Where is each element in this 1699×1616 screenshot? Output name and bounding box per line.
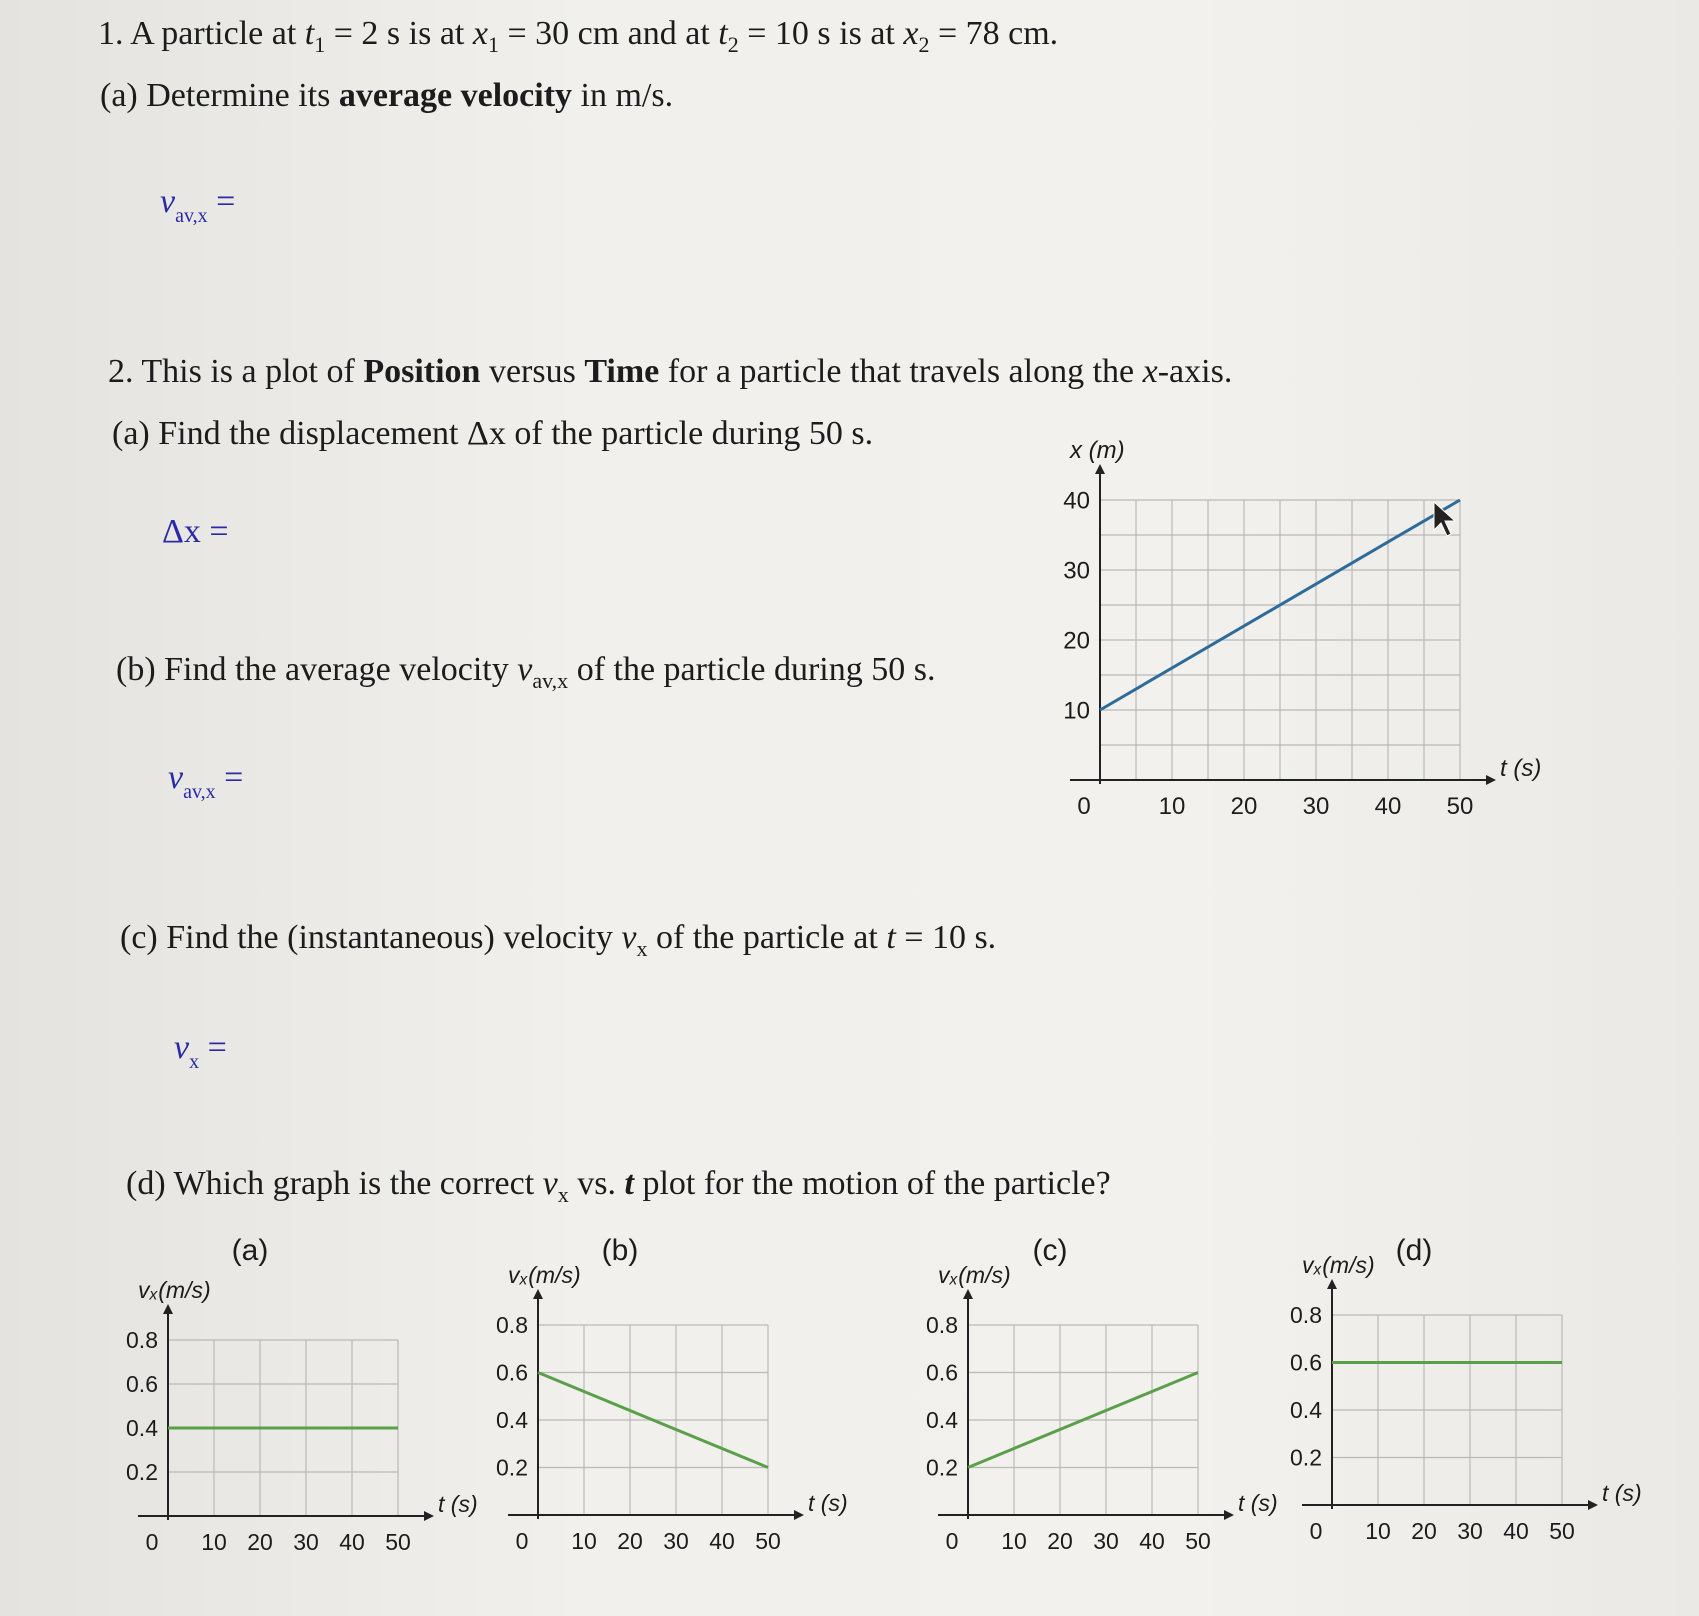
y-axis-label: vₓ(m/s) — [1302, 1252, 1375, 1278]
y-axis-arrowhead — [963, 1289, 973, 1299]
q2-stem-pre: This is a plot of — [141, 353, 364, 390]
y-tick-label: 20 — [1063, 627, 1090, 655]
x-tick-label: 50 — [385, 1529, 411, 1555]
q2c-prompt — [120, 918, 996, 969]
q1-stem-mid1: = 2 s is at — [325, 15, 473, 52]
q2-stem-mid: versus — [480, 353, 585, 390]
y-tick-label: 0.6 — [126, 1371, 158, 1398]
q2c-answer-lhs — [174, 1028, 227, 1082]
q1a-bold: average velocity — [338, 77, 573, 114]
y-axis-arrowhead — [163, 1304, 173, 1314]
q1-t1-sub: 1 — [314, 31, 326, 57]
x-tick-label: 10 — [1365, 1518, 1391, 1544]
y-axis-arrowhead — [533, 1289, 543, 1299]
q2b-answer-eq: = — [215, 759, 244, 796]
x-tick-label: 30 — [1302, 793, 1330, 820]
x-tick-label: 30 — [1457, 1518, 1483, 1544]
q2d-sub: x — [557, 1181, 569, 1207]
y-tick-label: 0.8 — [496, 1312, 528, 1339]
x-tick-label: 30 — [663, 1528, 689, 1554]
x-axis-label: t (s) — [1500, 755, 1542, 782]
q1-x1: x — [472, 15, 488, 52]
y-tick-label: 0.6 — [1290, 1349, 1322, 1376]
x-tick-label: 50 — [1185, 1528, 1211, 1554]
x-tick-label: 40 — [1139, 1528, 1165, 1554]
q1-stem-mid3: = 10 s is at — [738, 15, 904, 52]
q2-stem-post: for a particle that travels along the — [659, 353, 1143, 390]
y-tick-label: 0.8 — [1290, 1302, 1322, 1329]
x-axis-arrowhead — [794, 1510, 804, 1520]
chart-title: (a) — [231, 1234, 269, 1267]
x-tick-label: 20 — [1047, 1528, 1073, 1554]
q2c-answer-v: v — [174, 1029, 190, 1066]
x-tick-label: 10 — [1001, 1528, 1027, 1554]
q2c-t: t — [886, 919, 896, 956]
x-tick-label: 40 — [1503, 1518, 1529, 1544]
q1-x1-sub: 1 — [487, 31, 499, 57]
y-tick-label: 0.6 — [496, 1359, 528, 1386]
q2b-answer-sub: av,x — [183, 781, 216, 803]
q2-stem-bold-time: Time — [584, 353, 660, 390]
x-tick-label: 20 — [247, 1529, 273, 1555]
q2b-sub: av,x — [532, 667, 569, 693]
x-tick-label: 0 — [515, 1528, 529, 1554]
y-tick-label: 0.2 — [126, 1459, 158, 1486]
q1a-prompt — [100, 76, 673, 116]
x-tick-label: 50 — [1549, 1518, 1575, 1544]
x-axis-arrowhead — [1486, 775, 1496, 785]
x-tick-label: 50 — [755, 1528, 781, 1554]
x-tick-label: 20 — [617, 1528, 643, 1554]
x-tick-label: 50 — [1446, 793, 1474, 820]
y-axis-label: vₓ(m/s) — [138, 1277, 211, 1303]
q1-x2-sub: 2 — [918, 31, 930, 57]
q2b-answer-v: v — [168, 759, 184, 796]
q2c-v: v — [621, 919, 637, 956]
q2a-answer-lhs: Δx = — [162, 513, 229, 550]
q2-stem-xvar: x — [1142, 353, 1158, 390]
x-axis-label: t (s) — [1602, 1480, 1642, 1506]
q2c-pre: (c) Find the (instantaneous) velocity — [120, 919, 622, 956]
q1-t2-sub: 2 — [727, 31, 739, 57]
q1a-answer-sub: av,x — [175, 205, 208, 227]
q2d-post: plot for the motion of the particle? — [633, 1165, 1111, 1202]
x-tick-label: 0 — [945, 1528, 959, 1554]
q1a-answer-eq: = — [207, 183, 236, 220]
option-c-chart — [900, 1230, 1300, 1570]
q1-stem — [98, 14, 1058, 65]
q2b-v: v — [517, 651, 533, 688]
q1a-answer-v: v — [160, 183, 176, 220]
q1a-answer-lhs — [160, 182, 235, 236]
q2c-answer-sub: x — [189, 1051, 200, 1073]
y-axis-label: vₓ(m/s) — [938, 1262, 1011, 1288]
q1-stem-post: = 78 cm. — [929, 15, 1059, 52]
option-b-chart — [470, 1230, 870, 1570]
q2d-t: t — [624, 1165, 634, 1202]
x-tick-label: 20 — [1411, 1518, 1437, 1544]
chart-title: (d) — [1395, 1234, 1433, 1267]
q2c-sub: x — [636, 935, 648, 961]
q2d-mid: vs. — [568, 1165, 625, 1202]
q2a-prompt: (a) Find the displacement Δx of the particle during 50 s. — [112, 415, 874, 452]
q2-number: 2. — [108, 353, 134, 390]
y-tick-label: 0.4 — [126, 1415, 158, 1442]
q1-x2: x — [903, 15, 919, 52]
y-tick-label: 30 — [1063, 557, 1090, 585]
x-tick-label: 10 — [201, 1529, 227, 1555]
x-axis-arrowhead — [1224, 1510, 1234, 1520]
q1-number: 1. — [98, 15, 124, 52]
x-tick-label: 10 — [571, 1528, 597, 1554]
q2d-v: v — [542, 1165, 558, 1202]
y-tick-label: 0.2 — [926, 1454, 958, 1481]
q2-stem-post2: -axis. — [1157, 353, 1233, 390]
option-d-chart — [1264, 1230, 1684, 1570]
y-tick-label: 0.4 — [496, 1407, 528, 1434]
y-tick-label: 0.8 — [126, 1327, 158, 1354]
y-axis-label: vₓ(m/s) — [508, 1262, 581, 1288]
position-time-chart — [1040, 420, 1600, 860]
q2d-pre: (d) Which graph is the correct — [126, 1165, 543, 1202]
x-axis-label: t (s) — [438, 1491, 478, 1517]
x-tick-label: 30 — [293, 1529, 319, 1555]
x-tick-label: 0 — [1077, 793, 1091, 820]
x-axis-arrowhead — [424, 1511, 434, 1521]
x-tick-label: 40 — [709, 1528, 735, 1554]
q1-t1: t — [304, 15, 315, 52]
q2b-prompt — [116, 650, 935, 701]
cursor-arrow-icon — [1434, 502, 1455, 536]
q2b-pre: (b) Find the average velocity — [116, 651, 518, 688]
y-tick-label: 40 — [1063, 487, 1090, 515]
x-tick-label: 0 — [145, 1529, 159, 1555]
y-tick-label: 0.4 — [1290, 1397, 1322, 1424]
x-tick-label: 30 — [1093, 1528, 1119, 1554]
x-tick-label: 10 — [1158, 793, 1186, 820]
x-axis-label: t (s) — [808, 1490, 848, 1516]
q2b-post: of the particle during 50 s. — [568, 651, 936, 688]
q1-stem-text: A particle at — [130, 15, 305, 52]
option-a-chart — [100, 1230, 500, 1570]
x-tick-label: 0 — [1309, 1518, 1323, 1544]
y-axis-arrowhead — [1095, 464, 1105, 474]
q2c-post: of the particle at — [647, 919, 887, 956]
q2c-post2: = 10 s. — [895, 919, 997, 956]
q1a-label: (a) Determine its — [100, 77, 339, 114]
q2d-prompt — [126, 1164, 1111, 1215]
x-tick-label: 40 — [1374, 793, 1402, 820]
q2b-answer-lhs — [168, 758, 243, 812]
x-tick-label: 20 — [1230, 793, 1258, 820]
q1-stem-mid2: = 30 cm and at — [498, 15, 719, 52]
x-axis-label: t (s) — [1238, 1490, 1278, 1516]
y-axis-arrowhead — [1327, 1279, 1337, 1289]
chart-title: (b) — [601, 1234, 639, 1267]
y-tick-label: 0.8 — [926, 1312, 958, 1339]
chart-title: (c) — [1032, 1234, 1068, 1267]
x-tick-label: 40 — [339, 1529, 365, 1555]
q2-stem-bold-position: Position — [363, 353, 481, 390]
q1a-rest: in m/s. — [572, 77, 674, 114]
y-tick-label: 0.6 — [926, 1359, 958, 1386]
q1-t2: t — [718, 15, 728, 52]
y-tick-label: 0.2 — [496, 1454, 528, 1481]
q2c-answer-eq: = — [199, 1029, 227, 1066]
q2-stem — [108, 352, 1232, 392]
y-tick-label: 0.4 — [926, 1407, 958, 1434]
y-axis-label: x (m) — [1070, 437, 1125, 464]
y-tick-label: 10 — [1063, 697, 1090, 725]
x-axis-arrowhead — [1588, 1500, 1598, 1510]
y-tick-label: 0.2 — [1290, 1444, 1322, 1471]
